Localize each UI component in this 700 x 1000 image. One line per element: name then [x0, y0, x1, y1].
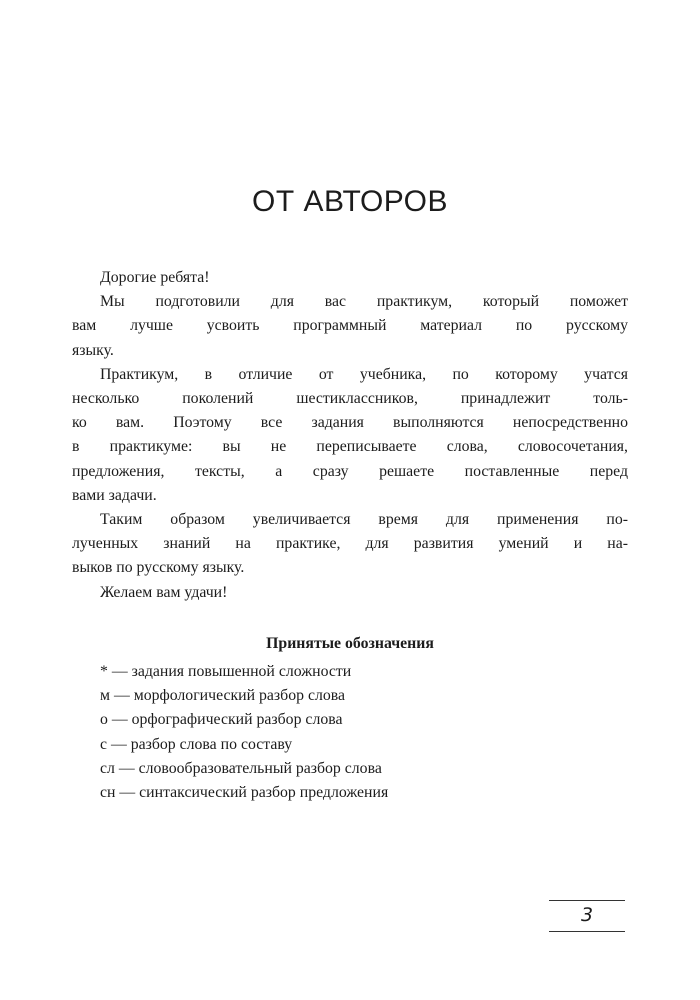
text-line: лученных знаний на практике, для развития умений и на-	[72, 535, 628, 553]
text-line: Практикум, в отличие от учебника, по которому учатся	[100, 365, 628, 383]
page-number-bottom-rule	[549, 931, 625, 932]
legend-item: сн — синтаксический разбор предложения	[100, 784, 389, 802]
legend-title: Принятые обозначения	[266, 635, 434, 652]
page-number-top-rule	[549, 900, 625, 901]
page-title: ОТ АВТОРОВ	[251, 185, 448, 218]
legend-item: м — морфологический разбор слова	[100, 687, 346, 705]
text-line: Желаем вам удачи!	[100, 583, 228, 601]
text-line: ко вам. Поэтому все задания выполняются непосредственно	[72, 414, 628, 432]
legend-item: сл — словообразовательный разбор слова	[100, 759, 382, 777]
text-line: Таким образом увеличивается время для применения по-	[100, 511, 628, 529]
text-line: языку.	[72, 341, 114, 359]
page-number: 3	[580, 904, 594, 926]
text-line: выков по русскому языку.	[72, 559, 245, 577]
page-number-box	[549, 900, 625, 932]
legend-item: * — задания повышенной сложности	[100, 663, 352, 680]
text-line: вам лучше усвоить программный материал по русскому	[72, 317, 628, 335]
text-line: предложения, тексты, а сразу решаете поставленные перед	[72, 462, 628, 480]
legend-list	[100, 660, 388, 805]
text-line: Дорогие ребята!	[100, 269, 210, 286]
legend-item: о — орфографический разбор слова	[100, 711, 343, 729]
text-line: в практикуме: вы не переписываете слова, словосочетания,	[72, 438, 628, 456]
text-line: Мы подготовили для вас практикум, который поможет	[100, 293, 628, 311]
text-line: несколько поколений шестиклассников, принадлежит толь-	[72, 390, 628, 408]
intro-text	[72, 266, 628, 605]
text-line: вами задачи.	[72, 486, 157, 504]
legend-item: с — разбор слова по составу	[100, 735, 293, 753]
